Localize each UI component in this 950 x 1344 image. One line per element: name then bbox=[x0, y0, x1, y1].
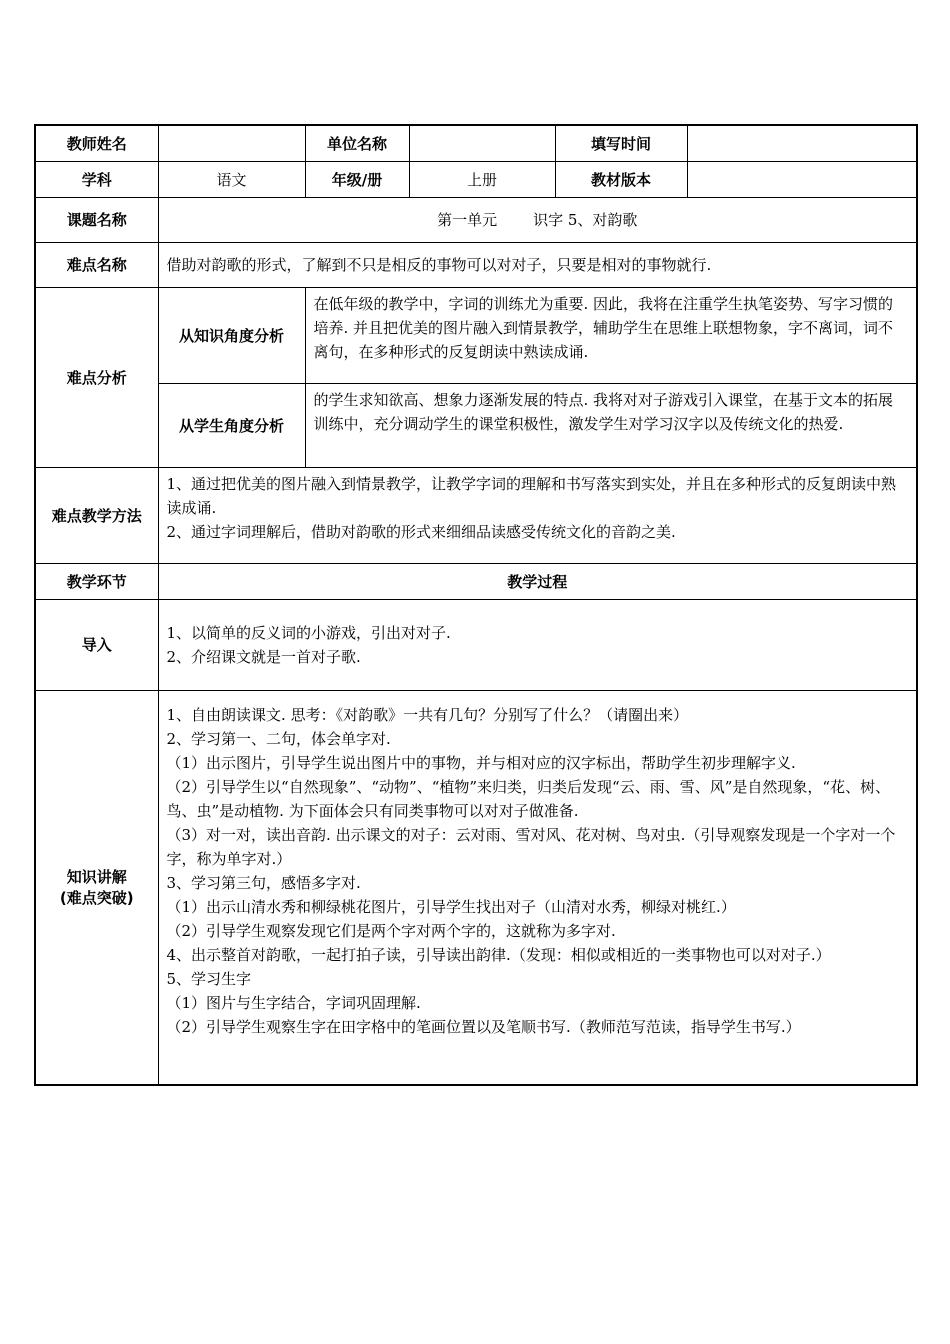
method-label: 难点教学方法 bbox=[35, 467, 158, 563]
header-row-1 bbox=[35, 125, 917, 161]
grade-label: 年级/册 bbox=[305, 161, 409, 197]
intro-line: 1、以简单的反义词的小游戏，引出对对子. bbox=[166, 623, 451, 642]
unit-name-value bbox=[409, 125, 555, 161]
subject-label: 学科 bbox=[35, 161, 158, 197]
knowledge-line: 5、学习生字 bbox=[166, 969, 252, 988]
edition-label: 教材版本 bbox=[555, 161, 687, 197]
analysis-row-student bbox=[35, 383, 917, 467]
knowledge-label bbox=[35, 690, 158, 1085]
topic-unit: 第一单元 bbox=[437, 211, 498, 229]
intro-label: 导入 bbox=[35, 599, 158, 690]
edition-value bbox=[687, 161, 917, 197]
intro-line: 2、介绍课文就是一首对子歌. bbox=[166, 647, 361, 666]
analysis-row-knowledge bbox=[35, 287, 917, 383]
stage-header-label: 教学环节 bbox=[35, 563, 158, 599]
method-row bbox=[35, 467, 917, 563]
topic-value bbox=[158, 197, 917, 242]
analysis-label: 难点分析 bbox=[35, 287, 158, 467]
process-header-label: 教学过程 bbox=[158, 563, 917, 599]
grade-value: 上册 bbox=[409, 161, 555, 197]
method-line: 2、通过字词理解后，借助对韵歌的形式来细细品读感受传统文化的音韵之美. bbox=[166, 522, 676, 541]
knowledge-line: 1、自由朗读课文. 思考：《对韵歌》一共有几句？分别写了什么？（请圈出来） bbox=[166, 705, 689, 724]
method-line: 1、通过把优美的图片融入到情景教学，让教学字词的理解和书写落实到实处，并且在多种形式的反复朗读中熟读成诵. bbox=[166, 474, 897, 517]
fill-date-value bbox=[687, 125, 917, 161]
knowledge-angle-text: 在低年级的教学中，字词的训练尤为重要. 因此，我将在注重学生执笔姿势、写字习惯的培养. 并且把优美的图片融入到情景教学，辅助学生在思维上联想物象，字不离词，词不离句，在多种形式的反复朗读中熟读成诵. bbox=[305, 287, 917, 383]
difficulty-label: 难点名称 bbox=[35, 242, 158, 287]
subject-value: 语文 bbox=[158, 161, 305, 197]
knowledge-angle-label: 从知识角度分析 bbox=[158, 287, 305, 383]
header-row-2 bbox=[35, 161, 917, 197]
knowledge-line: （2）引导学生观察生字在田字格中的笔画位置以及笔顺书写.（教师范写范读，指导学生书写.） bbox=[166, 1017, 801, 1036]
method-text bbox=[158, 467, 917, 563]
intro-text bbox=[158, 599, 917, 690]
knowledge-text bbox=[158, 690, 917, 1085]
knowledge-label-line1: 知识讲解 bbox=[66, 868, 127, 887]
intro-row bbox=[35, 599, 917, 690]
topic-lesson: 识字 5、对韵歌 bbox=[533, 211, 638, 229]
knowledge-line: 2、学习第一、二句，体会单字对. bbox=[166, 729, 391, 748]
knowledge-line: （1）出示图片，引导学生说出图片中的事物，并与相对应的汉字标出，帮助学生初步理解字义. bbox=[166, 753, 796, 772]
process-header-row bbox=[35, 563, 917, 599]
teacher-name-label: 教师姓名 bbox=[35, 125, 158, 161]
student-angle-text: 的学生求知欲高、想象力逐渐发展的特点. 我将对对子游戏引入课堂，在基于文本的拓展训练中，充分调动学生的课堂积极性，激发学生对学习汉字以及传统文化的热爱. bbox=[305, 383, 917, 467]
student-angle-label: 从学生角度分析 bbox=[158, 383, 305, 467]
knowledge-line: 4、出示整首对韵歌，一起打拍子读，引导读出韵律.（发现：相似或相近的一类事物也可以对对子.） bbox=[166, 945, 831, 964]
knowledge-line: （1）图片与生字结合，字词巩固理解. bbox=[166, 993, 421, 1012]
fill-date-label: 填写时间 bbox=[555, 125, 687, 161]
difficulty-row bbox=[35, 242, 917, 287]
knowledge-label-line2: (难点突破) bbox=[59, 889, 134, 908]
knowledge-line: 3、学习第三句，感悟多字对. bbox=[166, 873, 361, 892]
topic-row bbox=[35, 197, 917, 242]
lesson-plan-table bbox=[34, 124, 918, 1086]
unit-name-label: 单位名称 bbox=[305, 125, 409, 161]
topic-label: 课题名称 bbox=[35, 197, 158, 242]
difficulty-text: 借助对韵歌的形式，了解到不只是相反的事物可以对对子，只要是相对的事物就行. bbox=[158, 242, 917, 287]
knowledge-line: （1）出示山清水秀和柳绿桃花图片，引导学生找出对子（山清对水秀，柳绿对桃红.） bbox=[166, 897, 736, 916]
knowledge-row bbox=[35, 690, 917, 1085]
knowledge-line: （3）对一对，读出音韵. 出示课文的对子：云对雨、雪对风、花对树、鸟对虫.（引导观察发现是一个字对一个字，称为单字对.） bbox=[166, 825, 896, 868]
teacher-name-value bbox=[158, 125, 305, 161]
knowledge-line: （2）引导学生以“自然现象”、“动物”、“植物”来归类，归类后发现“云、雨、雪、风”是自然现象，“花、树、鸟、虫”是动植物. 为下面体会只有同类事物可以对对子做准备. bbox=[166, 777, 891, 820]
knowledge-line: （2）引导学生观察发现它们是两个字对两个字的，这就称为多字对. bbox=[166, 921, 616, 940]
